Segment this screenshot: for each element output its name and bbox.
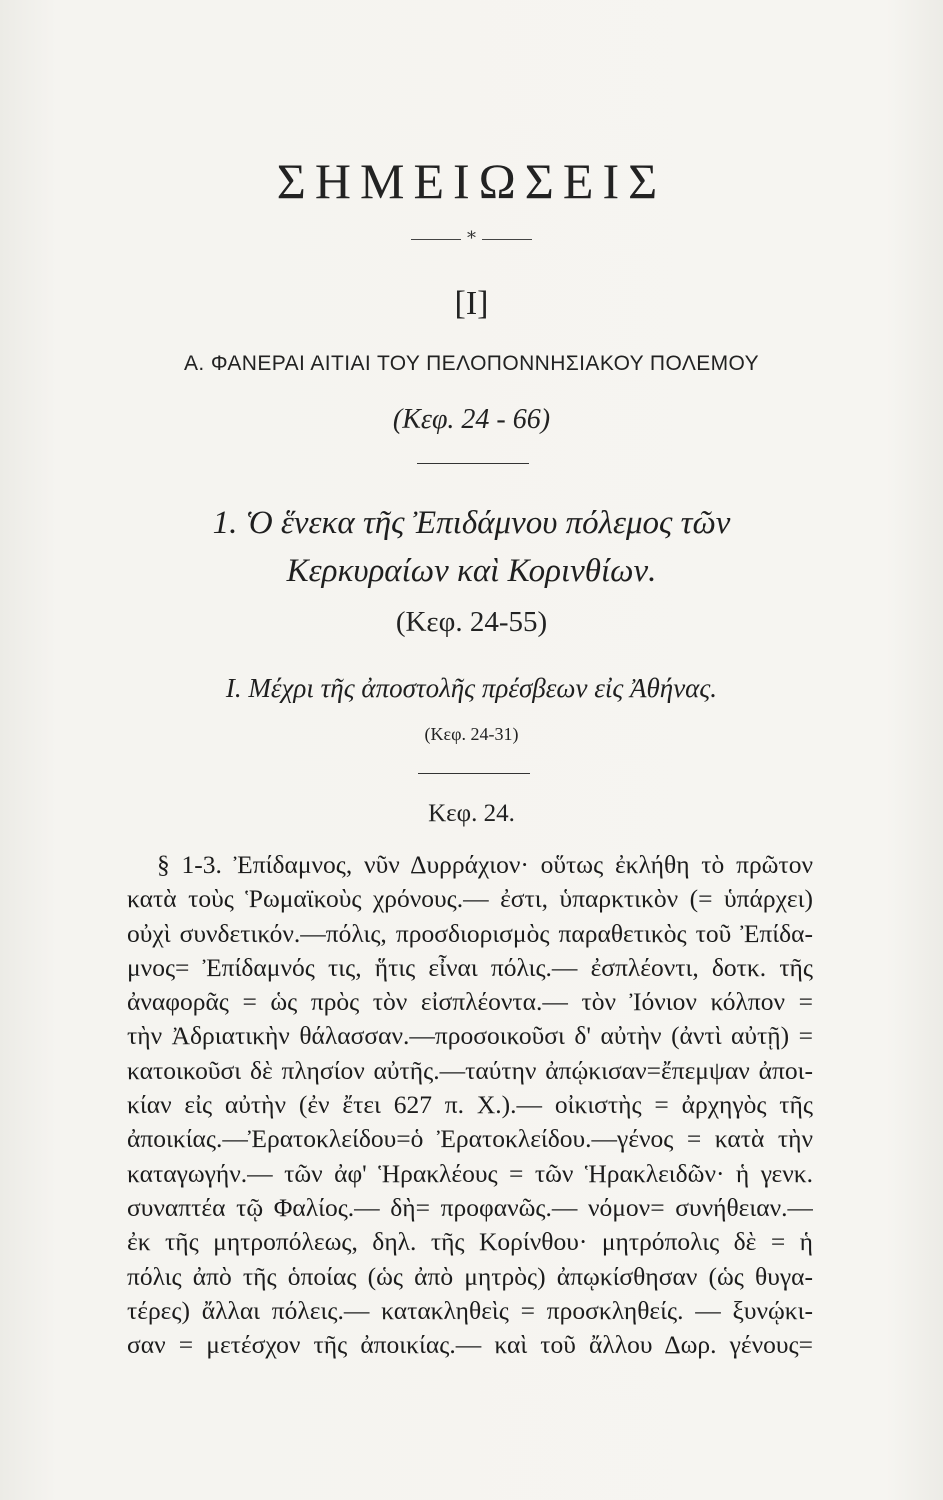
chapter-label: Κεφ. 24. bbox=[428, 800, 515, 827]
text-line: ἐκ τῆς μητροπόλεως, δηλ. τῆς Κορίνθου· μητρόπολις δὲ = ἡ bbox=[127, 1227, 813, 1257]
text-line: κατὰ τοὺς Ῥωμαϊκοὺς χρόνους.— ἐστι, ὑπαρκτικὸν (= ὑπάρχει) bbox=[127, 884, 813, 914]
divider-rule bbox=[418, 773, 530, 774]
text-line: καταγωγήν.— τῶν ἀφ' Ἡρακλέους = τῶν Ἡρακλειδῶν· ἡ γενκ. bbox=[127, 1158, 813, 1188]
ornament-right-line bbox=[482, 239, 532, 240]
text-line: τέρες) ἄλλαι πόλεις.— κατακληθεὶς = προσκληθείς. — ξυνῴκι- bbox=[127, 1295, 813, 1325]
text-line: ἀποικίας.—Ἐρατοκλείδου=ὁ Ἐρατοκλείδου.—γένος = κατὰ τὴν bbox=[127, 1124, 813, 1154]
part-chapter-range: (Κεφ. 24-31) bbox=[424, 724, 519, 744]
commentary-text bbox=[127, 848, 813, 1362]
asterisk-ornament: * bbox=[467, 228, 476, 249]
text-line: κίαν εἰς αὐτὴν (ἐν ἔτει 627 π. Χ.).— οἰκιστὴς = ἀρχηγὸς τῆς bbox=[127, 1090, 813, 1120]
part-title: Ι. Μέχρι τῆς ἀποστολῆς πρέσβεων εἰς Ἀθήνας. bbox=[225, 673, 718, 703]
divider-rule bbox=[417, 463, 529, 464]
text-line: σαν = μετέσχον τῆς ἀποικίας.— καὶ τοῦ ἄλλου Δωρ. γένους= bbox=[127, 1330, 813, 1360]
part-number: [I] bbox=[454, 285, 489, 322]
subsection-title-line2: Κερκυραίων καὶ Κορινθίων. bbox=[286, 553, 657, 589]
page-title: ΣΗΜΕΙΩΣΕΙΣ bbox=[276, 153, 667, 209]
text-line: τὴν Ἀδριατικὴν θάλασσαν.—προσοικοῦσι δ' αὐτὴν (ἀντὶ αὐτῇ) = bbox=[127, 1021, 813, 1051]
text-line: κατοικοῦσι δὲ πλησίον αὐτῆς.—ταύτην ἀπῴκισαν=ἔπεμψαν ἀποι- bbox=[127, 1055, 813, 1085]
text-line: § 1-3. Ἐπίδαμνος, νῦν Δυρράχιον· οὕτως ἐκλήθη τὸ πρῶτον bbox=[157, 850, 813, 879]
title-ornament bbox=[0, 228, 943, 249]
text-line: οὐχὶ συνδετικόν.—πόλις, προσδιορισμὸς παραθετικὸς τοῦ Ἐπίδα- bbox=[127, 918, 813, 948]
text-line: πόλις ἀπὸ τῆς ὁποίας (ὡς ἀπὸ μητρὸς) ἀπῳκίσθησαν (ὡς θυγα- bbox=[127, 1261, 813, 1291]
text-line: ἀναφορᾶς = ὡς πρὸς τὸν εἰσπλέοντα.— τὸν Ἰόνιον κόλπον = bbox=[127, 987, 813, 1017]
section-chapter-range: (Κεφ. 24 - 66) bbox=[392, 404, 551, 435]
text-line: μνος= Ἐπίδαμνός τις, ἥτις εἶναι πόλις.— ἐσπλέοντι, δοτκ. τῆς bbox=[127, 952, 813, 982]
ornament-left-line bbox=[411, 239, 461, 240]
text-line: συναπτέα τῷ Φαλίος.— δὴ= προφανῶς.— νόμον= συνήθειαν.— bbox=[127, 1192, 813, 1222]
subsection-title-line1: 1. Ὁ ἕνεκα τῆς Ἐπιδάμνου πόλεμος τῶν bbox=[212, 505, 731, 541]
section-heading: Α. ΦΑΝΕΡΑΙ ΑΙΤΙΑΙ ΤΟΥ ΠΕΛΟΠΟΝΝΗΣΙΑΚΟΥ ΠΟΛΕΜΟΥ bbox=[183, 352, 760, 375]
subsection-chapter-range: (Κεφ. 24-55) bbox=[395, 606, 548, 638]
